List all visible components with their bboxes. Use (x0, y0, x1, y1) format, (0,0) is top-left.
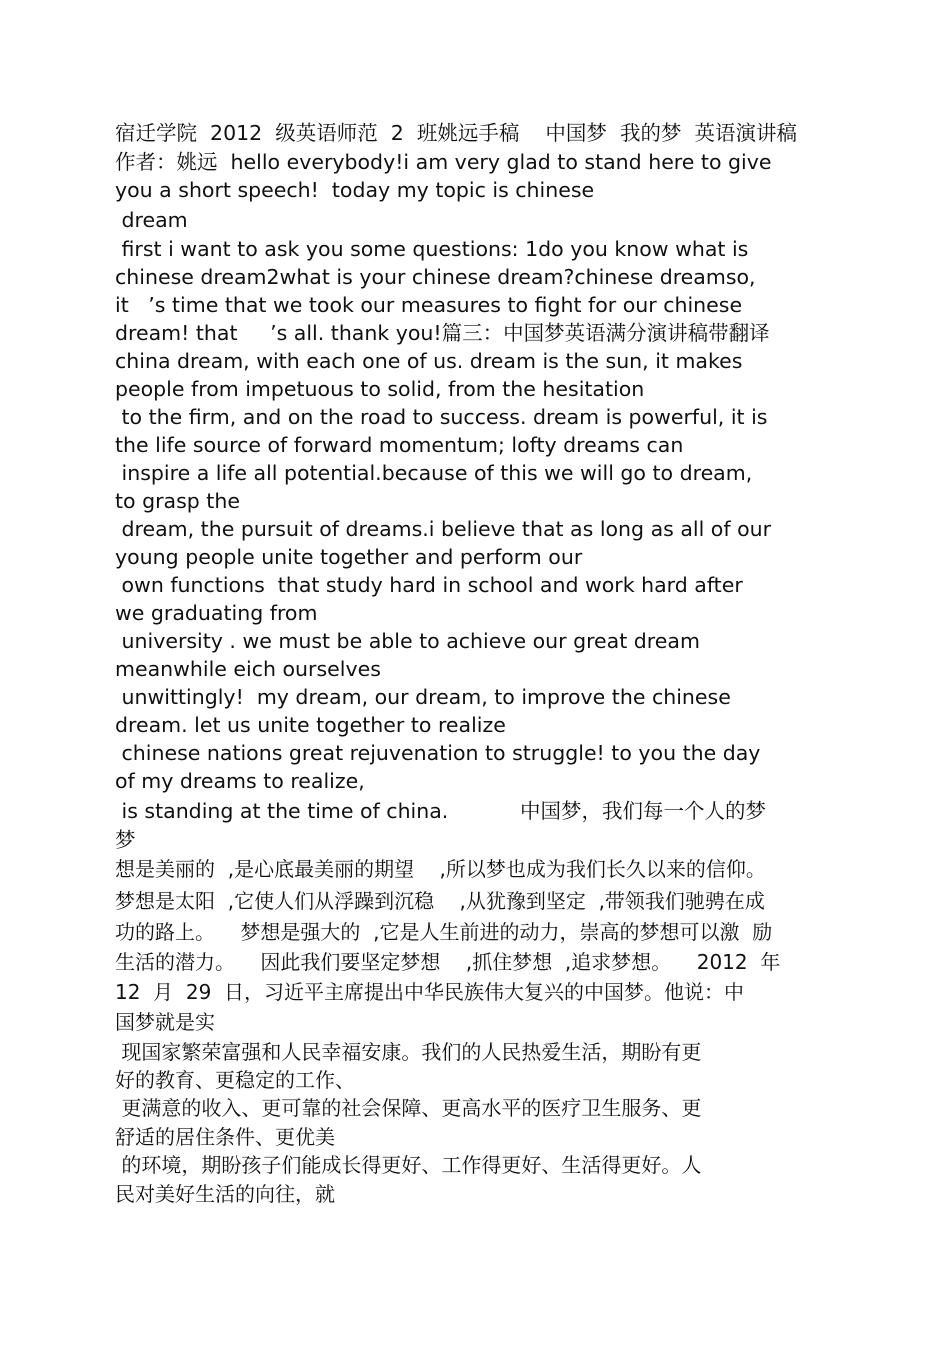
text-line: it ’s time that we took our measures to fight for our chinese (115, 293, 743, 317)
text-line: china dream, with each one of us. dream is the sun, it makes (115, 349, 743, 373)
text-line: 好的教育、更稳定的工作、 (115, 1068, 355, 1092)
text-line: chinese dream2what is your chinese dream?chinese dreamso, (115, 265, 756, 289)
text-line: first i want to ask you some questions: 1do you know what is (115, 237, 749, 261)
text-line: 梦 (115, 828, 136, 852)
text-line: 民对美好生活的向往，就 (115, 1182, 335, 1206)
text-line: 梦想是太阳 ,它使人们从浮躁到沉稳 ,从犹豫到坚定 ,带领我们驰骋在成 (115, 889, 765, 913)
text-line: 的环境，期盼孩子们能成长得更好、工作得更好、生活得更好。人 (115, 1153, 702, 1177)
text-line: 作者：姚远 hello everybody!i am very glad to stand here to give (115, 150, 772, 174)
text-line: to grasp the (115, 489, 240, 513)
text-line: inspire a life all potential.because of this we will go to dream, (115, 461, 753, 485)
text-line: dream, the pursuit of dreams.i believe that as long as all of our (115, 517, 772, 541)
text-line: dream! that ’s all. thank you!篇三：中国梦英语满分演讲稿带翻译 (115, 321, 770, 345)
text-line: you a short speech! today my topic is chinese (115, 178, 595, 202)
text-line: 舒适的居住条件、更优美 (115, 1125, 335, 1149)
text-line: meanwhile eich ourselves (115, 657, 381, 681)
text-line: dream (115, 208, 188, 232)
text-line: 更满意的收入、更可靠的社会保障、更高水平的医疗卫生服务、更 (115, 1096, 702, 1120)
text-line: people from impetuous to solid, from the hesitation (115, 377, 645, 401)
text-line: 想是美丽的 ,是心底最美丽的期望 ,所以梦也成为我们长久以来的信仰。 (115, 857, 766, 881)
text-line: unwittingly! my dream, our dream, to improve the chinese (115, 685, 731, 709)
text-line: we graduating from (115, 601, 318, 625)
title-line: 宿迁学院 2012 级英语师范 2 班姚远手稿 中国梦 我的梦 英语演讲稿 (115, 121, 797, 145)
text-line: own functions that study hard in school and work hard after (115, 573, 743, 597)
text-line: to the firm, and on the road to success. dream is powerful, it is (115, 405, 768, 429)
text-line: dream. let us unite together to realize (115, 713, 506, 737)
text-line: is standing at the time of china. 中国梦，我们每一个人的梦 (115, 799, 767, 823)
text-line: 国梦就是实 (115, 1010, 215, 1034)
text-line: university . we must be able to achieve our great dream (115, 629, 700, 653)
text-line: of my dreams to realize, (115, 769, 365, 793)
text-line: chinese nations great rejuvenation to struggle! to you the day (115, 741, 761, 765)
text-line: 生活的潜力。 因此我们要坚定梦想 ,抓住梦想 ,追求梦想。 2012 年 (115, 950, 781, 974)
text-line: 12 月 29 日，习近平主席提出中华民族伟大复兴的中国梦。他说：中 (115, 980, 745, 1004)
text-line: 现国家繁荣富强和人民幸福安康。我们的人民热爱生活，期盼有更 (115, 1040, 702, 1064)
text-line: 功的路上。 梦想是强大的 ,它是人生前进的动力，崇高的梦想可以激 励 (115, 920, 773, 944)
speech-document-body (115, 118, 835, 1207)
text-line: young people unite together and perform our (115, 545, 583, 569)
text-line: the life source of forward momentum; lofty dreams can (115, 433, 684, 457)
